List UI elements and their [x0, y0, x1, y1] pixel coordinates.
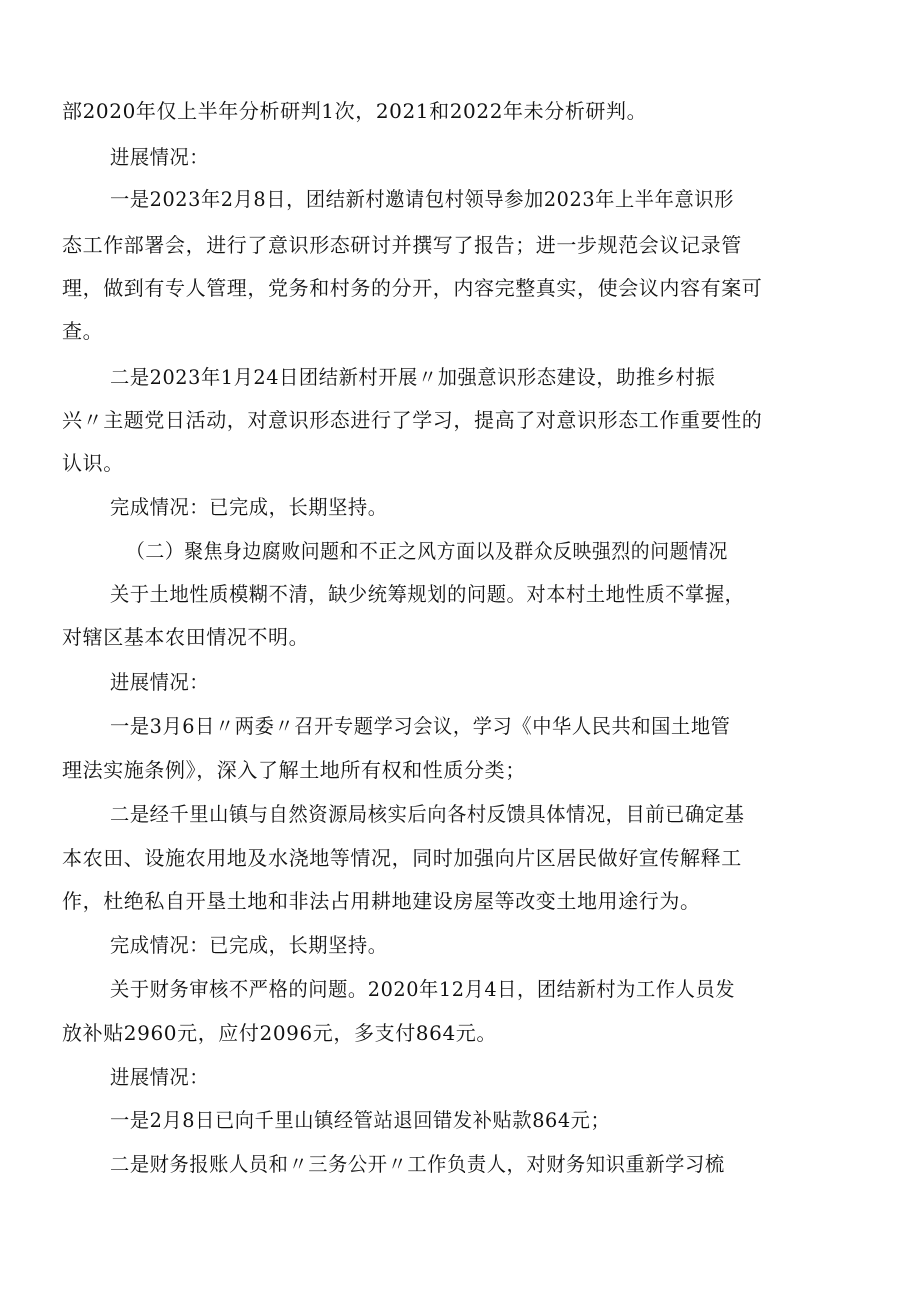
section-label-progress: 进展情况：	[110, 670, 210, 694]
paragraph-line: 认识。	[62, 451, 124, 475]
section-label-completion: 完成情况：已完成，长期坚持。	[110, 495, 388, 519]
paragraph-line: 关于土地性质模糊不清，缺少统筹规划的问题。对本村土地性质不掌握，	[110, 582, 745, 606]
section-label-progress: 进展情况：	[110, 1065, 210, 1089]
paragraph-line: 兴〃主题党日活动，对意识形态进行了学习，提高了对意识形态工作重要性的	[62, 408, 763, 432]
paragraph-line: 一是2月8日已向千里山镇经管站退回错发补贴款864元；	[110, 1108, 611, 1132]
section-heading: （二）聚焦身边腐败问题和不正之风方面以及群众反映强烈的问题情况	[126, 539, 728, 563]
paragraph-line: 本农田、设施农用地及水浇地等情况，同时加强向片区居民做好宣传解释工	[62, 846, 742, 870]
paragraph-line: 一是2023年2月8日，团结新村邀请包村领导参加2023年上半年意识形	[110, 187, 734, 211]
paragraph-line: 放补贴2960元，应付2096元，多支付864元。	[62, 1021, 497, 1045]
paragraph-line: 二是财务报账人员和〃三务公开〃工作负责人，对财务知识重新学习梳	[110, 1152, 725, 1176]
paragraph-line: 理，做到有专人管理，党务和村务的分开，内容完整真实，使会议内容有案可	[62, 276, 763, 300]
section-label-progress: 进展情况：	[110, 145, 210, 169]
paragraph-line: 查。	[62, 319, 104, 343]
paragraph-line: 部2020年仅上半年分析研判1次，2021和2022年未分析研判。	[62, 99, 648, 123]
paragraph-line: 关于财务审核不严格的问题。2020年12月4日，团结新村为工作人员发	[110, 977, 736, 1001]
paragraph-line: 二是经千里山镇与自然资源局核实后向各村反馈具体情况，目前已确定基	[110, 802, 745, 826]
paragraph-line: 理法实施条例》，深入了解土地所有权和性质分类；	[62, 758, 526, 782]
paragraph-line: 二是2023年1月24日团结新村开展〃加强意识形态建设，助推乡村振	[110, 365, 716, 389]
paragraph-line: 对辖区基本农田情况不明。	[62, 625, 310, 649]
section-label-completion: 完成情况：已完成，长期坚持。	[110, 933, 388, 957]
paragraph-line: 态工作部署会，进行了意识形态研讨并撰写了报告；进一步规范会议记录管	[62, 233, 742, 257]
paragraph-line: 作，杜绝私自开垦土地和非法占用耕地建设房屋等改变土地用途行为。	[62, 889, 701, 913]
paragraph-line: 一是3月6日〃两委〃召开专题学习会议，学习《中华人民共和国土地管	[110, 714, 731, 738]
